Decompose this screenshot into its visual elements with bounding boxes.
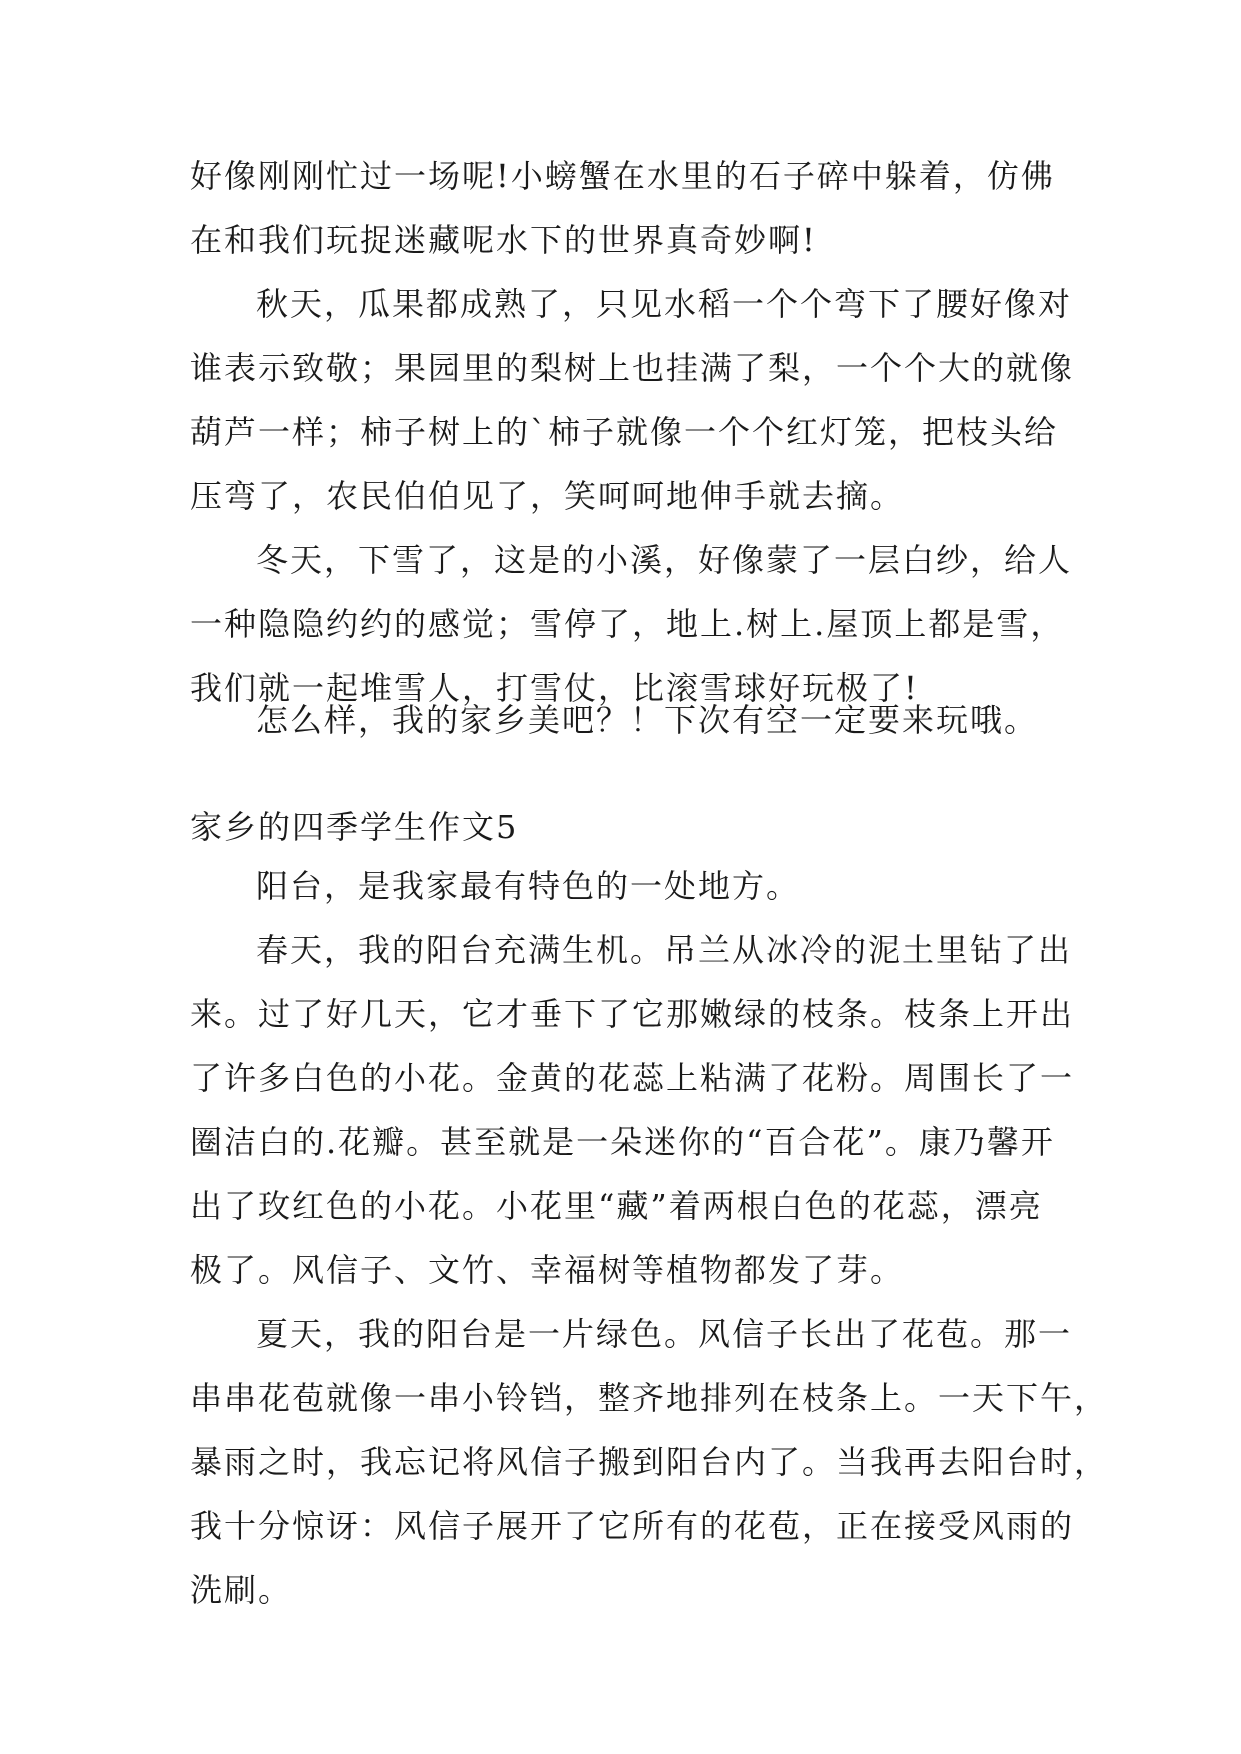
text-line: 了许多白色的小花。金黄的花蕊上粘满了花粉。周围长了一 (190, 1059, 1075, 1097)
text-line: 洗刷。 (190, 1571, 293, 1609)
text-line: 冬天，下雪了，这是的小溪，好像蒙了一层白纱，给人 (256, 541, 1073, 579)
text-line: 出了玫红色的小花。小花里“藏”着两根白色的花蕊，漂亮 (190, 1187, 1043, 1225)
text-line: 圈洁白的.花瓣。甚至就是一朵迷你的“百合花”。康乃馨开 (190, 1123, 1055, 1161)
paragraph-closing (190, 688, 1065, 752)
text-line: 阳台，是我家最有特色的一处地方。 (256, 867, 801, 905)
paragraph-continuation (190, 144, 1065, 272)
text-line: 怎么样，我的家乡美吧？！下次有空一定要来玩哦。 (256, 701, 1039, 739)
text-line: 夏天，我的阳台是一片绿色。风信子长出了花苞。那一 (256, 1315, 1073, 1353)
text-line: 串串花苞就像一串小铃铛，整齐地排列在枝条上。一天下午， (190, 1379, 1109, 1417)
text-line: 来。过了好几天，它才垂下了它那嫩绿的枝条。枝条上开出 (190, 995, 1075, 1033)
text-line: 极了。风信子、文竹、幸福树等植物都发了芽。 (190, 1251, 905, 1289)
paragraph-autumn (190, 272, 1075, 528)
essay-title: 家乡的四季学生作文5 (190, 808, 519, 846)
text-line: 谁表示致敬；果园里的梨树上也挂满了梨，一个个大的就像 (190, 349, 1075, 387)
text-line: 我十分惊讶：风信子展开了它所有的花苞，正在接受风雨的 (190, 1507, 1075, 1545)
paragraph-spring (190, 918, 1075, 1302)
text-line: 压弯了，农民伯伯见了，笑呵呵地伸手就去摘。 (190, 477, 905, 515)
text-line: 春天，我的阳台充满生机。吊兰从冰冷的泥土里钻了出 (256, 931, 1073, 969)
text-line: 我们就一起堆雪人，打雪仗，比滚雪球好玩极了! (190, 669, 919, 707)
text-line: 一种隐隐约约的感觉；雪停了，地上.树上.屋顶上都是雪， (190, 605, 1065, 643)
text-line: 好像刚刚忙过一场呢!小螃蟹在水里的石子碎中躲着，仿佛 (190, 157, 1055, 195)
paragraph-balcony (190, 854, 1065, 918)
paragraph-summer (190, 1302, 1109, 1622)
text-line: 在和我们玩捉迷藏呢水下的世界真奇妙啊! (190, 221, 817, 259)
text-line: 葫芦一样；柿子树上的`柿子就像一个个红灯笼，把枝头给 (190, 413, 1059, 451)
text-line: 秋天，瓜果都成熟了，只见水稻一个个弯下了腰好像对 (256, 285, 1073, 323)
text-line: 暴雨之时，我忘记将风信子搬到阳台内了。当我再去阳台时， (190, 1443, 1109, 1481)
